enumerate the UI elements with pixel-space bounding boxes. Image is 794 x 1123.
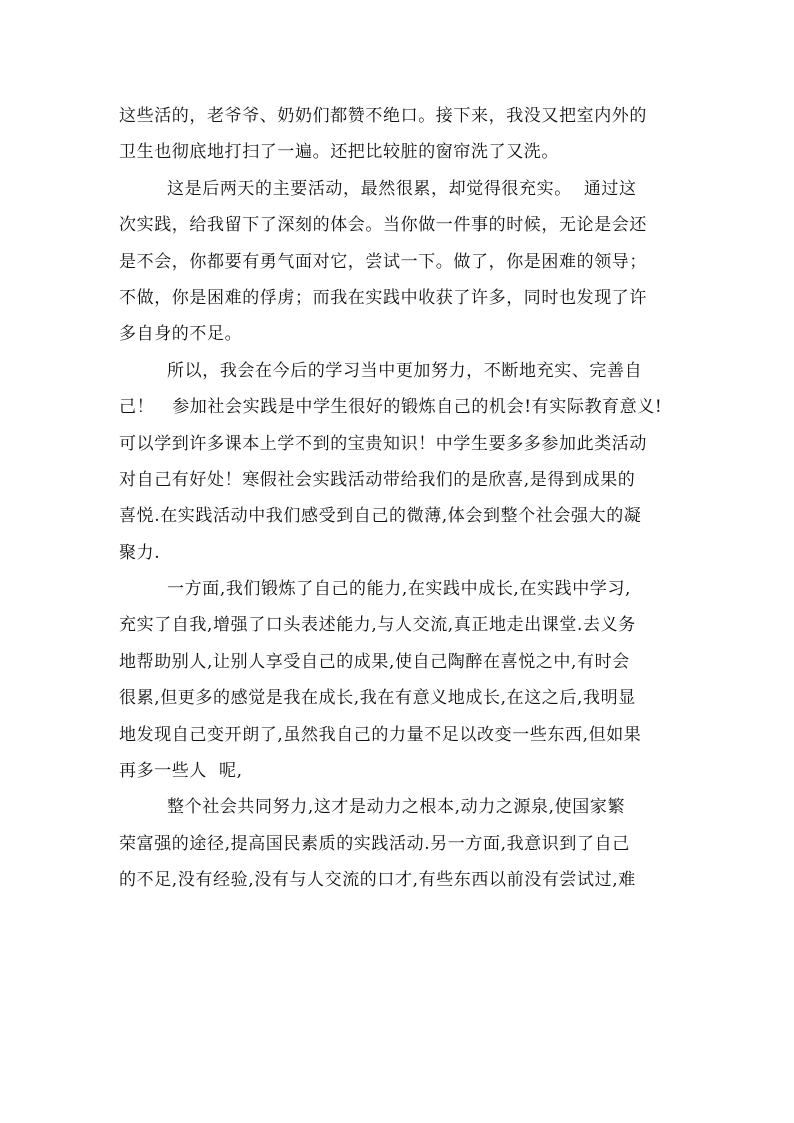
text-line: 的不足,没有经验,没有与人交流的口才,有些东西以前没有尝试过,难	[119, 870, 636, 891]
text-line: 是不会，你都要有勇气面对它，尝试一下。做了，你是困难的领导；	[119, 251, 647, 272]
text-line: 多自身的不足。	[119, 324, 243, 345]
paragraph-1	[119, 98, 679, 171]
text-line: 再多一些人 呢,	[119, 761, 243, 782]
text-line: 这些活的，老爷爷、奶奶们都赞不绝口。接下来，我没又把室内外的	[119, 106, 647, 126]
paragraph-3	[119, 353, 679, 571]
text-line: 一方面,我们锻炼了自己的能力,在实践中成长,在实践中学习,	[119, 579, 632, 600]
paragraph-4	[119, 571, 679, 789]
document-body	[119, 98, 679, 899]
text-line: 对自己有好处！寒假社会实践活动带给我们的是欣喜,是得到成果的	[119, 469, 636, 490]
text-line: 地帮助别人,让别人享受自己的成果,使自己陶醉在喜悦之中,有时会	[119, 651, 630, 672]
paragraph-5	[119, 789, 679, 898]
text-line: 这是后两天的主要活动，最然很累，却觉得很充实。 通过这	[119, 178, 637, 199]
text-line: 所以，我会在今后的学习当中更加努力，不断地充实、完善自	[119, 360, 643, 381]
paragraph-2	[119, 171, 679, 353]
text-line: 聚力.	[119, 542, 161, 563]
text-line: 地发现自己变开朗了,虽然我自己的力量不足以改变一些东西,但如果	[119, 724, 642, 745]
text-line: 可以学到许多课本上学不到的宝贵知识！中学生要多多参加此类活动	[119, 433, 647, 454]
text-line: 充实了自我,增强了口头表述能力,与人交流,真正地走出课堂.去义务	[119, 615, 636, 636]
text-line: 己！ 参加社会实践是中学生很好的锻炼自己的机会!有实际教育意义!	[119, 397, 663, 418]
text-line: 很累,但更多的感觉是我在成长,我在有意义地成长,在这之后,我明显	[119, 688, 636, 709]
text-line: 卫生也彻底地打扫了一遍。还把比较脏的窗帘洗了又洗。	[119, 142, 559, 163]
text-line: 荣富强的途径,提高国民素质的实践活动.另一方面,我意识到了自己	[119, 833, 630, 854]
text-line: 整个社会共同努力,这才是动力之根本,动力之源泉,使国家繁	[119, 797, 626, 818]
text-line: 不做，你是困难的俘虏；而我在实践中收获了许多，同时也发现了许	[119, 287, 647, 308]
text-line: 喜悦.在实践活动中我们感受到自己的微薄,体会到整个社会强大的凝	[119, 506, 642, 527]
text-line: 次实践，给我留下了深刻的体会。当你做一件事的时候，无论是会还	[119, 215, 647, 236]
